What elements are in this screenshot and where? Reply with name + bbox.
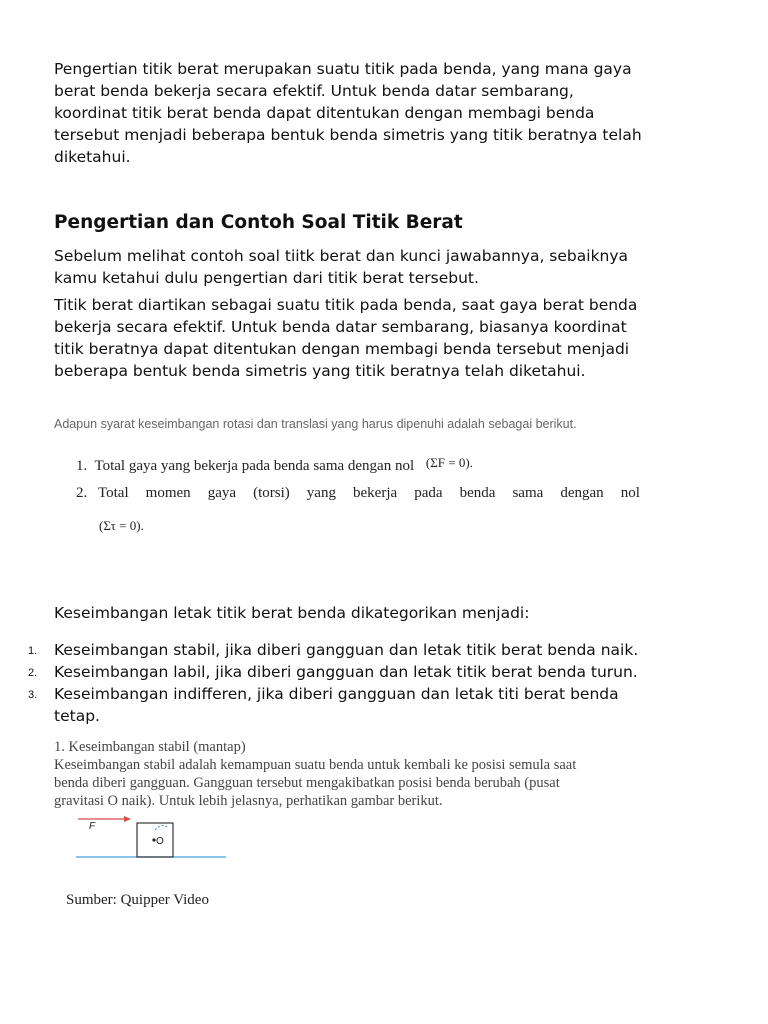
intro-line: berat benda bekerja secara efektif. Untuk benda datar sembarang, bbox=[54, 82, 574, 100]
category-2 bbox=[54, 661, 734, 683]
intro-paragraph bbox=[54, 58, 720, 168]
paragraph-2-line: Titik berat diartikan sebagai suatu titik pada benda, saat gaya berat benda bbox=[54, 296, 638, 314]
word: benda bbox=[459, 485, 496, 501]
intro-line: koordinat titik berat benda dapat ditentukan dengan membagi benda bbox=[54, 104, 595, 122]
category-line: Keseimbangan stabil, jika diberi gangguan dan letak titik berat benda naik. bbox=[54, 641, 639, 659]
condition-equation: (ΣF = 0). bbox=[425, 455, 473, 470]
condition-number: 1. bbox=[76, 458, 88, 474]
category-number: 1. bbox=[28, 645, 38, 657]
stable-line: Keseimbangan stabil adalah kemampuan suatu benda untuk kembali ke posisi semula saat bbox=[54, 757, 577, 773]
categories-intro: Keseimbangan letak titik berat benda dikategorikan menjadi: bbox=[54, 604, 530, 622]
category-line: Keseimbangan indifferen, jika diberi gangguan dan letak titi berat benda bbox=[54, 685, 619, 703]
category-1 bbox=[54, 639, 734, 661]
source-caption: Sumber: Quipper Video bbox=[66, 892, 209, 908]
paragraph-2-line: titik beratnya dapat ditentukan dengan membagi benda tersebut menjadi bbox=[54, 340, 630, 358]
word: dengan bbox=[560, 485, 604, 501]
word: pada bbox=[414, 485, 443, 501]
condition-2-text bbox=[98, 485, 640, 502]
word: nol bbox=[620, 485, 640, 501]
word: yang bbox=[306, 485, 336, 501]
category-line: tetap. bbox=[54, 707, 100, 725]
paragraph-1 bbox=[54, 245, 720, 289]
paragraph-2-line: bekerja secara efektif. Untuk benda datar sembarang, biasanya koordinat bbox=[54, 318, 627, 336]
stable-line: gravitasi O naik). Untuk lebih jelasnya, perhatikan gambar berikut. bbox=[54, 793, 443, 809]
stable-line: benda diberi gangguan. Gangguan tersebut mengakibatkan posisi benda berubah (pusat bbox=[54, 775, 560, 791]
stable-equilibrium-figure bbox=[70, 810, 230, 862]
force-label: F bbox=[89, 821, 96, 832]
condition-text: Total gaya yang bekerja pada benda sama dengan nol bbox=[94, 458, 415, 474]
word: (torsi) bbox=[253, 485, 290, 501]
category-number: 2. bbox=[28, 667, 38, 679]
paragraph-1-line: kamu ketahui dulu pengertian dari titik berat tersebut. bbox=[54, 269, 479, 287]
word: momen bbox=[145, 485, 191, 501]
category-3 bbox=[54, 683, 734, 727]
condition-1 bbox=[76, 455, 473, 475]
rotation-path bbox=[155, 825, 168, 830]
word: gaya bbox=[207, 485, 237, 501]
category-line: Keseimbangan labil, jika diberi gangguan dan letak titik berat benda turun. bbox=[54, 663, 638, 681]
word: Total bbox=[98, 485, 129, 501]
stable-title: 1. Keseimbangan stabil (mantap) bbox=[54, 739, 246, 755]
condition-2-equation: (Στ = 0). bbox=[99, 518, 144, 533]
paragraph-1-line: Sebelum melihat contoh soal tiitk berat dan kunci jawabannya, sebaiknya bbox=[54, 247, 629, 265]
center-label: O bbox=[156, 836, 164, 847]
paragraph-2 bbox=[54, 294, 720, 382]
conditions-intro: Adapun syarat keseimbangan rotasi dan translasi yang harus dipenuhi adalah sebagai berikut. bbox=[54, 417, 577, 431]
word: bekerja bbox=[353, 485, 398, 501]
word: sama bbox=[512, 485, 544, 501]
force-arrowhead bbox=[124, 816, 131, 822]
section-heading: Pengertian dan Contoh Soal Titik Berat bbox=[54, 212, 463, 233]
stable-section bbox=[54, 738, 734, 810]
intro-line: diketahui. bbox=[54, 148, 131, 166]
intro-line: tersebut menjadi beberapa bentuk benda simetris yang titik beratnya telah bbox=[54, 126, 642, 144]
category-number: 3. bbox=[28, 689, 38, 701]
intro-line: Pengertian titik berat merupakan suatu titik pada benda, yang mana gaya bbox=[54, 60, 632, 78]
paragraph-2-line: beberapa bentuk benda simetris yang titik beratnya telah diketahui. bbox=[54, 362, 586, 380]
condition-2-number: 2. bbox=[76, 485, 88, 501]
